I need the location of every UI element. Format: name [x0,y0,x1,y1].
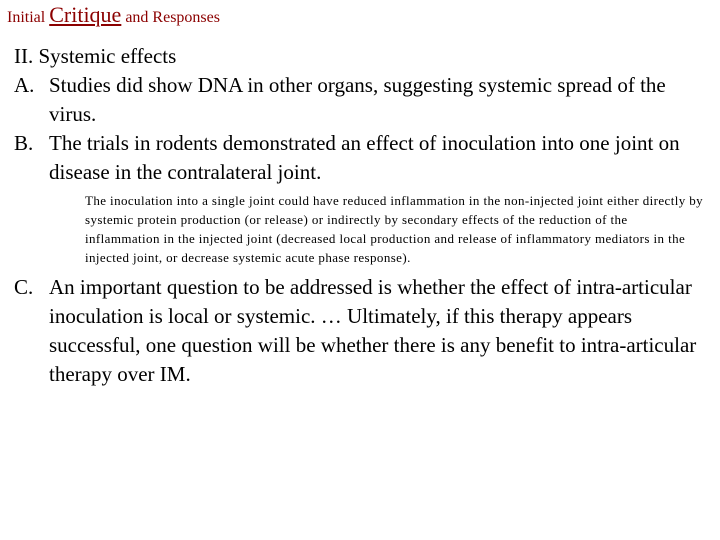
slide-title-responses: and Responses [125,9,220,26]
section-heading: II. Systemic effects [14,44,177,68]
list-item-a [14,71,704,129]
slide-title-initial: Initial [7,9,46,26]
list-marker-a: A. [14,73,35,97]
list-item-a-text: Studies did show DNA in other organs, suggesting systemic spread of the virus. [49,73,666,126]
list-item-c [14,273,704,389]
list-item-c-text: An important question to be addressed is whether the effect of intra-articular inoculation is local or systemic. … Ultimately, if this therapy appears successful, one question will be whether there is any benefit to intra-articular therapy over IM. [49,275,697,386]
list-marker-b: B. [14,131,34,155]
slide-title-critique: Critique [49,2,122,27]
slide-content [14,42,704,389]
response-note: The inoculation into a single joint could have reduced inflammation in the non-injected joint either directly by systemic protein production (or release) or indirectly by secondary effects of the reduction of the inflammation in the injected joint (decreased local production and release of inflammatory mediators in the injected joint, or decrease systemic acute phase response). [85,193,704,265]
list-item-b [14,129,704,187]
list-marker-c: C. [14,275,34,299]
list-item-b-text: The trials in rodents demonstrated an effect of inoculation into one joint on disease in the contralateral joint. [49,131,680,184]
slide-title [7,4,220,26]
